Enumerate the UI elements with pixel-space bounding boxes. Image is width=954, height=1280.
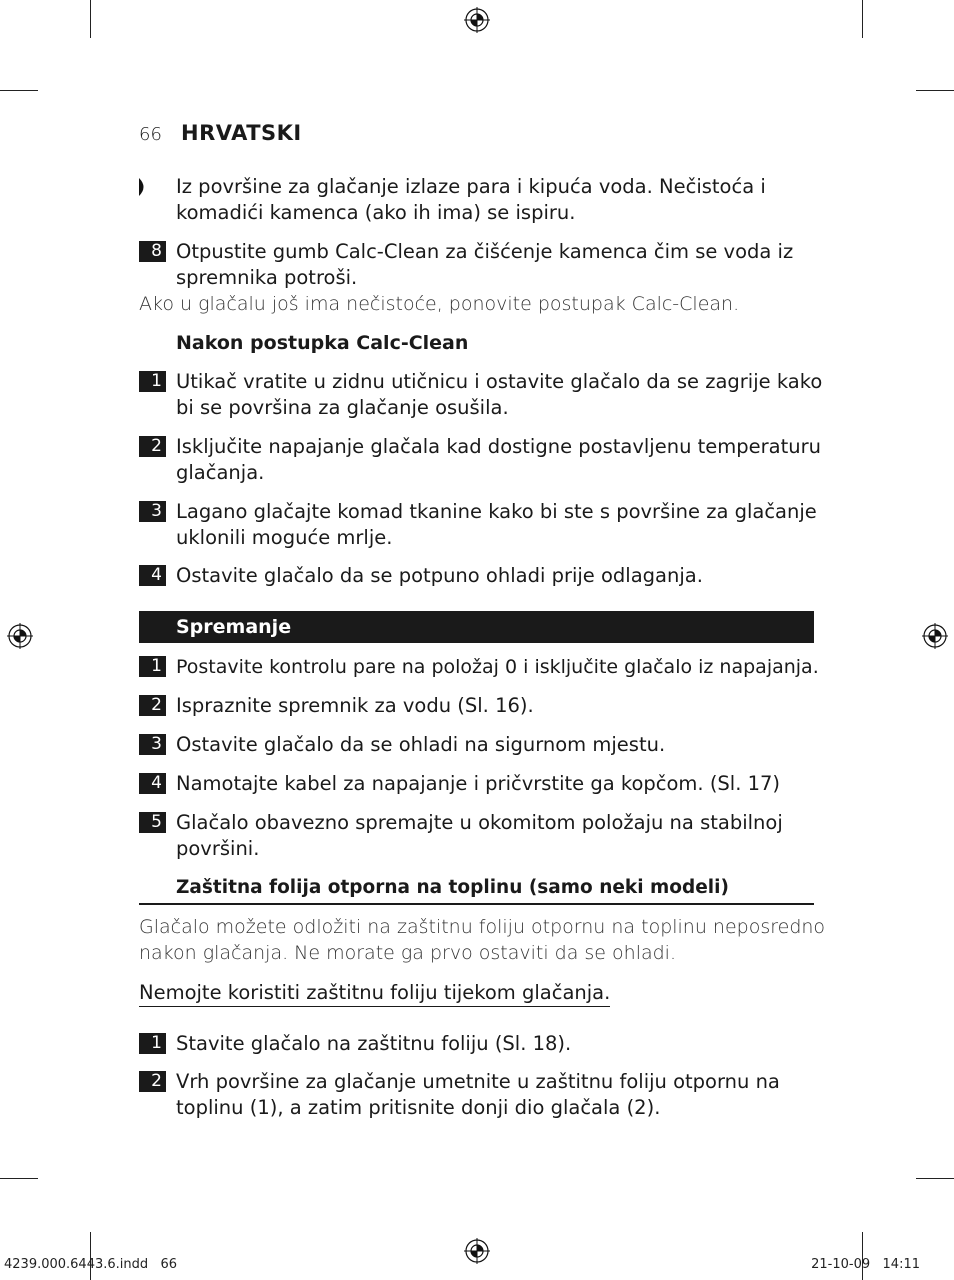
bullet-note: Iz površine za glačanje izlaze para i kipuća voda. Nečistoća i komadići kamenca (ako ih ima) se ispiru. xyxy=(176,175,766,224)
footer-file: 4239.000.6443.6.indd 66 xyxy=(4,1257,178,1272)
step-number: 2 xyxy=(139,695,166,716)
section-rule xyxy=(139,903,814,905)
step-text: Otpustite gumb Calc-Clean za čišćenje kamenca čim se voda iz spremnika potroši. xyxy=(176,240,794,289)
step-number: 5 xyxy=(139,812,166,833)
step-text: Namotajte kabel za napajanje i pričvrstite ga kopčom. (Sl. 17) xyxy=(176,772,781,795)
crop-mark xyxy=(916,90,954,91)
registration-mark-icon xyxy=(5,621,35,651)
step-note: Ako u glačalu još ima nečistoće, ponovite postupak Calc-Clean. xyxy=(139,293,740,315)
footer-date: 21-10-09 14:11 xyxy=(811,1257,920,1272)
step-number: 1 xyxy=(139,1033,166,1054)
step-text: Ostavite glačalo da se ohladi na sigurnom mjestu. xyxy=(176,733,666,756)
page-header xyxy=(139,121,302,145)
mat-paragraph: Glačalo možete odložiti na zaštitnu foliju otpornu na toplinu neposredno nakon glačanja. Ne morate ga prvo ostaviti da se ohladi. xyxy=(139,916,826,964)
crop-mark xyxy=(90,0,91,38)
section-bar xyxy=(139,611,814,643)
step-number: 1 xyxy=(139,371,166,392)
language-title: HRVATSKI xyxy=(181,121,302,145)
registration-mark-icon xyxy=(462,5,492,35)
step-text: Ostavite glačalo da se potpuno ohladi prije odlaganja. xyxy=(176,564,703,587)
page-number: 66 xyxy=(139,124,162,145)
crop-mark xyxy=(916,1178,954,1179)
step-number: 8 xyxy=(139,241,166,262)
step-number: 2 xyxy=(139,436,166,457)
step-number: 3 xyxy=(139,734,166,755)
section-heading: Nakon postupka Calc-Clean xyxy=(176,332,469,354)
registration-mark-icon xyxy=(920,621,950,651)
crop-mark xyxy=(862,0,863,38)
section-heading: Zaštitna folija otporna na toplinu (samo neki modeli) xyxy=(176,877,729,898)
crop-mark xyxy=(0,90,38,91)
step-text: Postavite kontrolu pare na položaj 0 i isključite glačalo iz napajanja. xyxy=(176,656,819,678)
step-number: 2 xyxy=(139,1071,166,1092)
step-text: Ispraznite spremnik za vodu (Sl. 16). xyxy=(176,694,534,717)
step-text: Lagano glačajte komad tkanine kako bi ste s površine za glačanje uklonili moguće mrlje. xyxy=(176,500,817,549)
step-number: 3 xyxy=(139,501,166,522)
step-number: 4 xyxy=(139,565,166,586)
section-heading: Spremanje xyxy=(176,616,292,638)
crop-mark xyxy=(0,1178,38,1179)
registration-mark-icon xyxy=(462,1236,492,1266)
step-text: Stavite glačalo na zaštitnu foliju (Sl. 18). xyxy=(176,1032,572,1055)
bullet-arrow-icon xyxy=(139,178,148,196)
step-number: 1 xyxy=(139,656,166,677)
crop-mark xyxy=(862,1232,863,1280)
step-text: Isključite napajanje glačala kad dostigne postavljenu temperaturu glačanja. xyxy=(176,435,821,484)
step-text: Utikač vratite u zidnu utičnicu i ostavite glačalo da se zagrije kako bi se površina za glačanje osušila. xyxy=(176,370,823,419)
warning-text: Nemojte koristiti zaštitnu foliju tijekom glačanja. xyxy=(139,980,610,1006)
crop-mark xyxy=(90,1232,91,1280)
step-number: 4 xyxy=(139,773,166,794)
step-text: Vrh površine za glačanje umetnite u zaštitnu foliju otpornu na toplinu (1), a zatim pritisnite donji dio glačala (2). xyxy=(176,1070,780,1119)
step-text: Glačalo obavezno spremajte u okomitom položaju na stabilnoj površini. xyxy=(176,811,783,860)
